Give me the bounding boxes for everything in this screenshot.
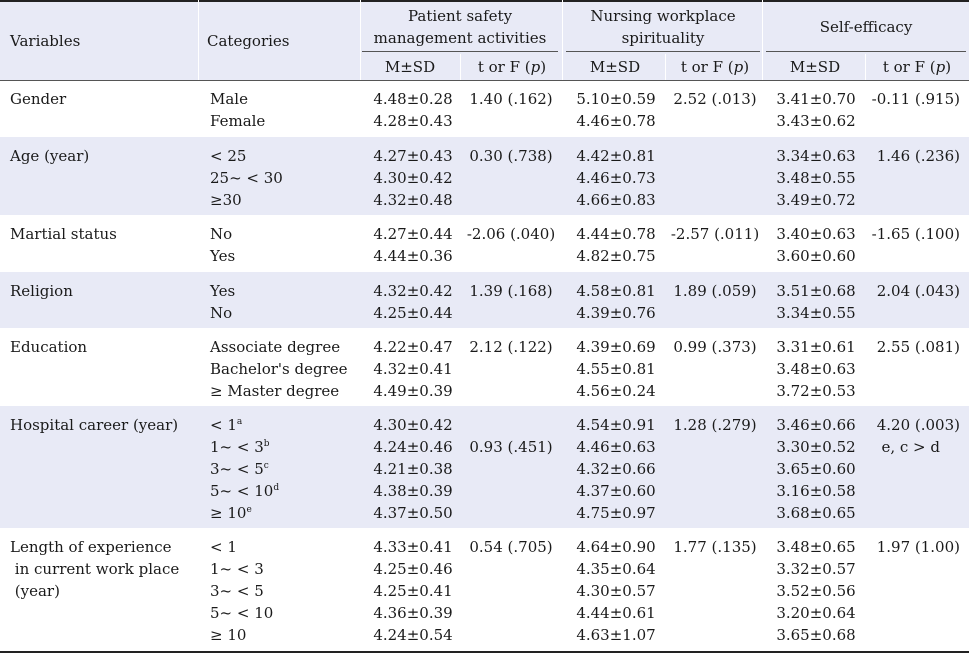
- category-text: Female: [210, 112, 266, 130]
- variable-label: (year): [10, 582, 60, 600]
- se-msd-cell: 3.60±0.60: [776, 247, 856, 265]
- se-msd-cell: 3.72±0.53: [776, 382, 856, 400]
- category-superscript: c: [263, 461, 269, 471]
- category-text: 5~ < 10: [210, 482, 274, 500]
- se-posthoc-note: e, c > d: [881, 438, 940, 456]
- nws-msd-cell: 4.46±0.78: [576, 112, 656, 130]
- se-msd-cell: 3.48±0.65: [776, 538, 856, 556]
- group-underline: [766, 51, 966, 52]
- nws-msd-cell: 4.39±0.69: [576, 338, 656, 356]
- category-text: Bachelor's degree: [210, 360, 348, 378]
- category-label: [210, 414, 242, 436]
- se-msd-cell: 3.34±0.55: [776, 304, 856, 322]
- variable-label: in current work place: [10, 560, 180, 578]
- header-test: t or F (p): [882, 58, 952, 76]
- se-test-cell: -1.65 (.100): [871, 225, 960, 243]
- category-label: [210, 88, 248, 110]
- variable-label: Gender: [10, 90, 67, 108]
- se-msd-cell: 3.46±0.66: [776, 416, 856, 434]
- nws-msd-cell: 4.54±0.91: [576, 416, 656, 434]
- nws-msd-cell: 5.10±0.59: [576, 90, 656, 108]
- category-superscript: b: [263, 439, 270, 449]
- psm-msd-cell: 4.36±0.39: [373, 604, 453, 622]
- nws-msd-cell: 4.46±0.63: [576, 438, 656, 456]
- nws-msd-cell: 4.56±0.24: [576, 382, 656, 400]
- header-group-nws-line1: Nursing workplace: [590, 7, 736, 25]
- category-text: 5~ < 10: [210, 604, 274, 622]
- header-msd: M±SD: [384, 58, 436, 76]
- nws-msd-cell: 4.75±0.97: [576, 504, 656, 522]
- psm-test-cell: -2.06 (.040): [466, 225, 556, 243]
- category-label: [210, 536, 237, 558]
- category-text: ≥ 10: [210, 626, 247, 644]
- se-test-cell: 2.04 (.043): [876, 282, 960, 300]
- psm-test-cell: 0.93 (.451): [469, 438, 553, 456]
- nws-msd-cell: 4.35±0.64: [576, 560, 656, 578]
- psm-msd-cell: 4.49±0.39: [373, 382, 453, 400]
- category-text: < 25: [210, 147, 247, 165]
- nws-msd-cell: 4.46±0.73: [576, 169, 656, 187]
- se-msd-cell: 3.43±0.62: [776, 112, 856, 130]
- nws-msd-cell: 4.32±0.66: [576, 460, 656, 478]
- se-test-cell: -0.11 (.915): [871, 90, 960, 108]
- category-label: [210, 436, 270, 458]
- nws-msd-cell: 4.66±0.83: [576, 191, 656, 209]
- header-separator: [460, 54, 461, 80]
- category-text: < 1: [210, 416, 237, 434]
- psm-msd-cell: 4.37±0.50: [373, 504, 453, 522]
- variable-label: Hospital career (year): [10, 416, 179, 434]
- se-test-cell: 4.20 (.003): [876, 416, 960, 434]
- psm-test-cell: 0.54 (.705): [469, 538, 553, 556]
- se-msd-cell: 3.65±0.60: [776, 460, 856, 478]
- nws-msd-cell: 4.39±0.76: [576, 304, 656, 322]
- category-text: Yes: [210, 282, 236, 300]
- psm-msd-cell: 4.22±0.47: [373, 338, 453, 356]
- category-label: [210, 223, 232, 245]
- se-msd-cell: 3.51±0.68: [776, 282, 856, 300]
- psm-msd-cell: 4.24±0.54: [373, 626, 453, 644]
- category-text: Male: [210, 90, 248, 108]
- nws-msd-cell: 4.58±0.81: [576, 282, 656, 300]
- psm-msd-cell: 4.25±0.41: [373, 582, 453, 600]
- se-msd-cell: 3.31±0.61: [776, 338, 856, 356]
- category-text: ≥ Master degree: [210, 382, 340, 400]
- category-text: No: [210, 304, 233, 322]
- se-msd-cell: 3.52±0.56: [776, 582, 856, 600]
- psm-msd-cell: 4.32±0.42: [373, 282, 453, 300]
- psm-msd-cell: 4.24±0.46: [373, 438, 453, 456]
- se-msd-cell: 3.30±0.52: [776, 438, 856, 456]
- nws-msd-cell: 4.37±0.60: [576, 482, 656, 500]
- header-group-se: Self-efficacy: [819, 18, 913, 36]
- category-label: [210, 602, 273, 624]
- nws-test-cell: 1.89 (.059): [673, 282, 757, 300]
- header-separator: [562, 0, 563, 80]
- variable-label: Religion: [10, 282, 73, 300]
- se-test-cell: 1.46 (.236): [876, 147, 960, 165]
- psm-msd-cell: 4.27±0.43: [373, 147, 453, 165]
- se-msd-cell: 3.41±0.70: [776, 90, 856, 108]
- nws-msd-cell: 4.42±0.81: [576, 147, 656, 165]
- se-msd-cell: 3.65±0.68: [776, 626, 856, 644]
- se-msd-cell: 3.68±0.65: [776, 504, 856, 522]
- nws-test-cell: -2.57 (.011): [670, 225, 760, 243]
- category-label: [210, 480, 279, 502]
- nws-test-cell: 1.28 (.279): [673, 416, 757, 434]
- nws-test-cell: 0.99 (.373): [673, 338, 757, 356]
- header-test: t or F (p): [477, 58, 547, 76]
- category-text: ≥30: [210, 191, 242, 209]
- se-msd-cell: 3.40±0.63: [776, 225, 856, 243]
- psm-msd-cell: 4.30±0.42: [373, 169, 453, 187]
- header-bottom-rule: [0, 80, 969, 81]
- psm-msd-cell: 4.25±0.46: [373, 560, 453, 578]
- category-label: [210, 358, 348, 380]
- category-label: [210, 558, 264, 580]
- category-label: [210, 280, 235, 302]
- header-group-nws-line2: spirituality: [621, 29, 705, 47]
- se-test-cell: 1.97 (1.00): [876, 538, 960, 556]
- category-label: [210, 624, 246, 646]
- nws-msd-cell: 4.30±0.57: [576, 582, 656, 600]
- psm-test-cell: 1.40 (.162): [469, 90, 553, 108]
- psm-msd-cell: 4.27±0.44: [373, 225, 453, 243]
- variable-label: Age (year): [10, 147, 90, 165]
- category-superscript: a: [236, 417, 243, 427]
- category-text: < 1: [210, 538, 237, 556]
- category-label: [210, 167, 283, 189]
- header-separator: [865, 54, 866, 80]
- group-underline: [566, 51, 760, 52]
- psm-msd-cell: 4.44±0.36: [373, 247, 453, 265]
- category-superscript: e: [246, 505, 252, 515]
- category-text: 3~ < 5: [210, 460, 264, 478]
- psm-msd-cell: 4.48±0.28: [373, 90, 453, 108]
- se-msd-cell: 3.34±0.63: [776, 147, 856, 165]
- category-label: [210, 502, 252, 524]
- nws-msd-cell: 4.44±0.61: [576, 604, 656, 622]
- category-text: Yes: [210, 247, 236, 265]
- psm-msd-cell: 4.32±0.41: [373, 360, 453, 378]
- category-text: No: [210, 225, 233, 243]
- se-msd-cell: 3.49±0.72: [776, 191, 856, 209]
- category-text: 1~ < 3: [210, 438, 264, 456]
- psm-msd-cell: 4.21±0.38: [373, 460, 453, 478]
- category-text: Associate degree: [210, 338, 341, 356]
- group-underline: [362, 51, 558, 52]
- category-text: 1~ < 3: [210, 560, 264, 578]
- header-separator: [360, 0, 361, 80]
- header-separator: [198, 0, 199, 80]
- psm-msd-cell: 4.32±0.48: [373, 191, 453, 209]
- category-superscript: d: [273, 483, 280, 493]
- nws-msd-cell: 4.82±0.75: [576, 247, 656, 265]
- se-test-cell: 2.55 (.081): [876, 338, 960, 356]
- nws-msd-cell: 4.63±1.07: [576, 626, 656, 644]
- category-label: [210, 336, 340, 358]
- nws-msd-cell: 4.55±0.81: [576, 360, 656, 378]
- nws-test-cell: 2.52 (.013): [673, 90, 757, 108]
- header-categories: Categories: [207, 32, 290, 50]
- category-label: [210, 110, 265, 132]
- category-label: [210, 245, 235, 267]
- category-label: [210, 145, 246, 167]
- variable-label: Martial status: [10, 225, 117, 243]
- psm-test-cell: 1.39 (.168): [469, 282, 553, 300]
- psm-test-cell: 2.12 (.122): [469, 338, 553, 356]
- header-msd: M±SD: [789, 58, 841, 76]
- variable-label: Length of experience: [10, 538, 172, 556]
- category-text: 3~ < 5: [210, 582, 264, 600]
- se-msd-cell: 3.16±0.58: [776, 482, 856, 500]
- psm-msd-cell: 4.28±0.43: [373, 112, 453, 130]
- top-rule: [0, 0, 969, 2]
- nws-test-cell: 1.77 (.135): [673, 538, 757, 556]
- header-msd: M±SD: [589, 58, 641, 76]
- header-test: t or F (p): [680, 58, 750, 76]
- se-msd-cell: 3.32±0.57: [776, 560, 856, 578]
- category-text: 25~ < 30: [210, 169, 283, 187]
- category-label: [210, 189, 242, 211]
- psm-msd-cell: 4.25±0.44: [373, 304, 453, 322]
- se-msd-cell: 3.48±0.55: [776, 169, 856, 187]
- header-group-psm-line2: management activities: [373, 29, 547, 47]
- header-group-psm-line1: Patient safety: [407, 7, 513, 25]
- category-text: ≥ 10: [210, 504, 247, 522]
- category-label: [210, 458, 269, 480]
- psm-test-cell: 0.30 (.738): [469, 147, 553, 165]
- category-label: [210, 380, 339, 402]
- variable-label: Education: [10, 338, 88, 356]
- psm-msd-cell: 4.38±0.39: [373, 482, 453, 500]
- header-variables: Variables: [10, 32, 81, 50]
- se-msd-cell: 3.20±0.64: [776, 604, 856, 622]
- psm-msd-cell: 4.30±0.42: [373, 416, 453, 434]
- header-separator: [665, 54, 666, 80]
- nws-msd-cell: 4.44±0.78: [576, 225, 656, 243]
- nws-msd-cell: 4.64±0.90: [576, 538, 656, 556]
- category-label: [210, 302, 232, 324]
- se-msd-cell: 3.48±0.63: [776, 360, 856, 378]
- category-label: [210, 580, 264, 602]
- psm-msd-cell: 4.33±0.41: [373, 538, 453, 556]
